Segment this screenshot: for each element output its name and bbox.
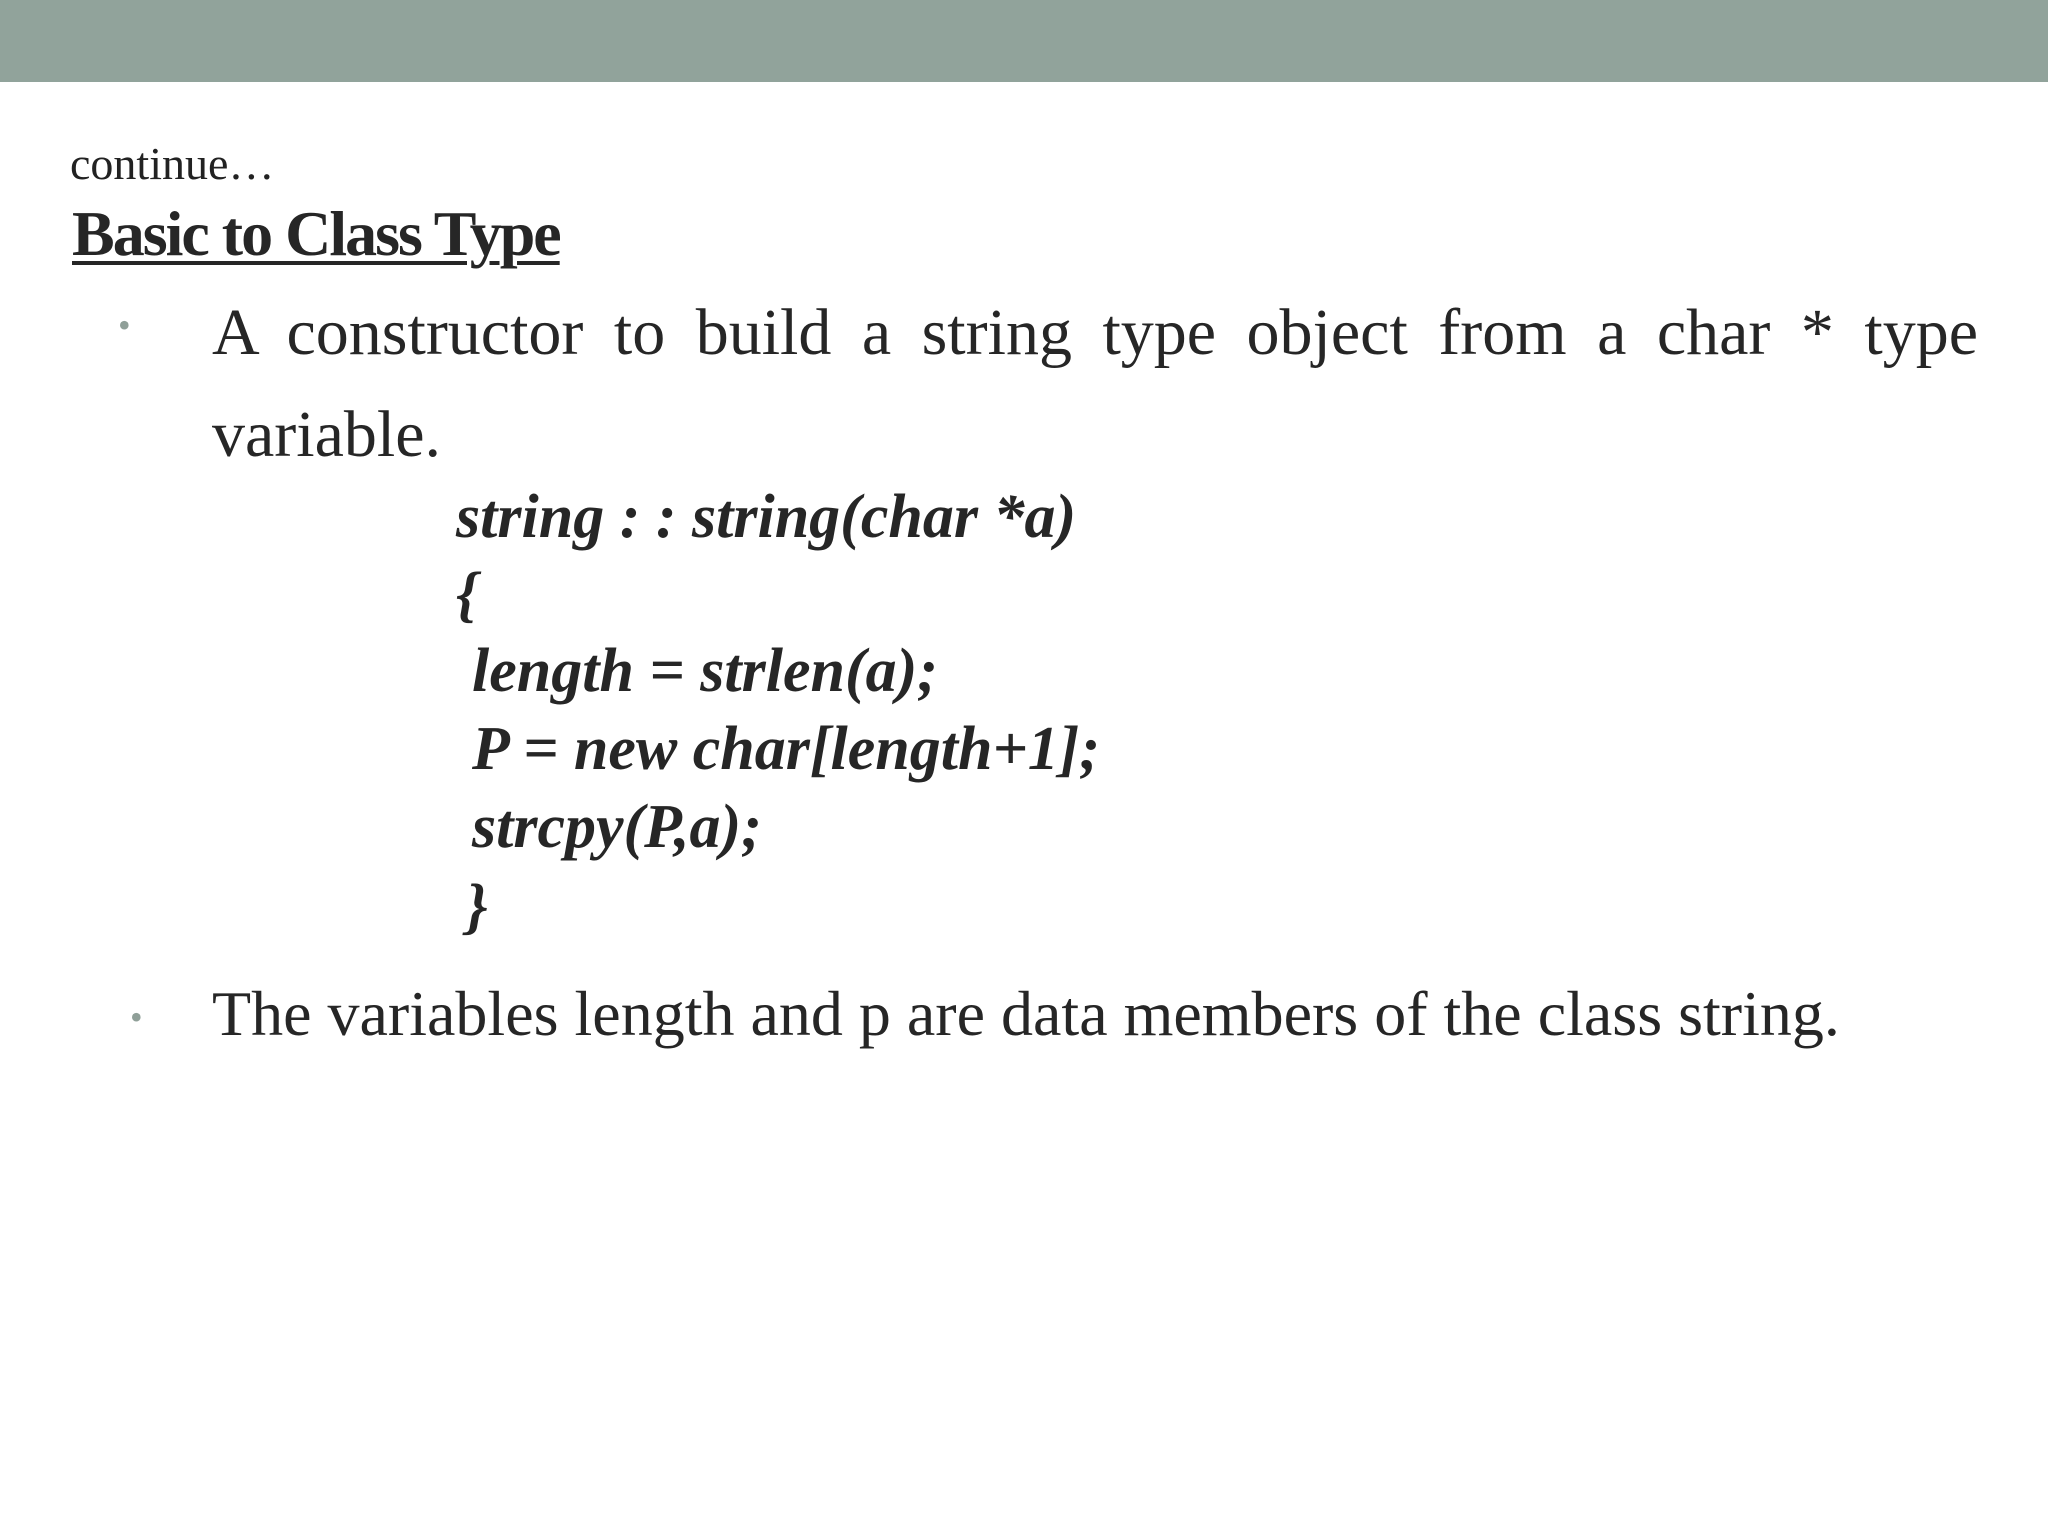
code-line-2: { xyxy=(456,561,478,629)
bullet-marker-1: • xyxy=(118,305,131,345)
slide-title: Basic to Class Type xyxy=(72,198,560,269)
code-line-4: P = new char[length+1]; xyxy=(472,715,1101,783)
code-line-3: length = strlen(a); xyxy=(472,637,938,705)
code-line-1: string : : string(char *a) xyxy=(456,483,1077,551)
continue-label: continue… xyxy=(70,138,275,189)
top-bar xyxy=(0,0,2048,82)
bullet-text-2: The variables length and p are data members of the class string. xyxy=(212,978,1840,1049)
bullet-text-1: A constructor to build a string type object from a char * type variable. xyxy=(212,296,1978,471)
code-line-5: strcpy(P,a); xyxy=(472,793,762,861)
bullet-marker-2: • xyxy=(130,997,143,1037)
code-line-6: } xyxy=(466,873,488,941)
